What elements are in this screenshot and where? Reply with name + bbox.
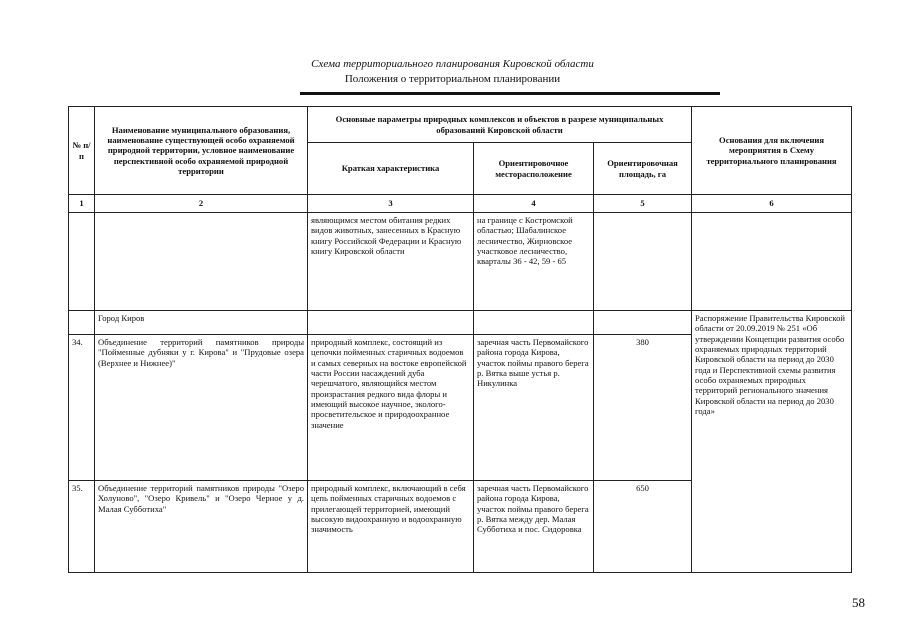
- document-title: Схема территориального планирования Кировской области: [311, 58, 594, 70]
- row-location: заречная часть Первомайского района города Кирова, участок поймы правого берега р. Вятка между дер. Малая Субботиха и пос. Сидоровка: [474, 481, 594, 573]
- column-number: 4: [474, 195, 594, 213]
- continuation-characteristics: являющимся местом обитания редких видов животных, занесенных в Красную книгу Российской Федерации и Красную книгу Кировской области: [308, 213, 474, 311]
- column-number: 1: [69, 195, 95, 213]
- row-number: 35.: [69, 481, 95, 573]
- header-basis: Основания для включения мероприятия в Схему территориального планирования: [692, 107, 852, 195]
- header-name: Наименование муниципального образования, наименование существующей особо охраняемой природной территории, условное наименование перспективной особо охраняемой природной территории: [95, 107, 308, 195]
- document-subtitle: Положения о территориальном планировании: [344, 73, 561, 85]
- column-number: 3: [308, 195, 474, 213]
- column-number: 5: [594, 195, 692, 213]
- row-number: 34.: [69, 335, 95, 481]
- header-location: Ориентировочное месторасположение: [474, 143, 594, 195]
- header-number: № п/п: [69, 107, 95, 195]
- row-name: Объединение территорий памятников природы "Пойменные дубняки у г. Кирова" и "Прудовые озера (Верхнее и Нижнее)": [95, 335, 308, 481]
- row-characteristics: природный комплекс, состоящий из цепочки пойменных старичных водоемов и самых северных на востоке европейской части России насаждений дуба черешчатого, являющийся местом произрастания редкого вида флоры и имеющий высокое научное, эколого-просветительское и природоохранное значение: [308, 335, 474, 481]
- header-rule: [300, 92, 720, 95]
- column-number-row: [69, 195, 852, 213]
- header-characteristics: Краткая характеристика: [308, 143, 474, 195]
- continuation-row: [69, 213, 852, 311]
- row-characteristics: природный комплекс, включающий в себя цепь пойменных старичных водоемов с прилегающей территорией, имеющий высокую видоохранную и водоохранную значимость: [308, 481, 474, 573]
- header-area: Ориентировочная площадь, га: [594, 143, 692, 195]
- column-number: 2: [95, 195, 308, 213]
- basis-cell: Распоряжение Правительства Кировской области от 20.09.2019 № 251 «Об утверждении Концепции развития особо охраняемых природных территорий Кировской области на период до 2030 года и Перспективной схемы развития особо охраняемых природных территорий регионального значения Кировской области на период до 2030 года»: [692, 311, 852, 573]
- row-name: Объединение территорий памятников природы "Озеро Холуново", "Озеро Кривель" и "Озеро Черное у д. Малая Субботиха": [95, 481, 308, 573]
- section-row: [69, 311, 852, 335]
- continuation-location: на границе с Костромской областью; Шабалинское лесничество, Жирновское участковое лесничество, кварталы 36 - 42, 59 - 65: [474, 213, 594, 311]
- row-area: 380: [594, 335, 692, 481]
- column-number: 6: [692, 195, 852, 213]
- section-title: Город Киров: [95, 311, 308, 335]
- header-parameters: Основные параметры природных комплексов и объектов в разрезе муниципальных образований Кировской области: [308, 107, 692, 143]
- row-area: 650: [594, 481, 692, 573]
- zones-table: [68, 106, 852, 573]
- row-location: заречная часть Первомайского района города Кирова, участок поймы правого берега р. Вятка выше устья р. Никулинка: [474, 335, 594, 481]
- page-number: 58: [852, 595, 865, 610]
